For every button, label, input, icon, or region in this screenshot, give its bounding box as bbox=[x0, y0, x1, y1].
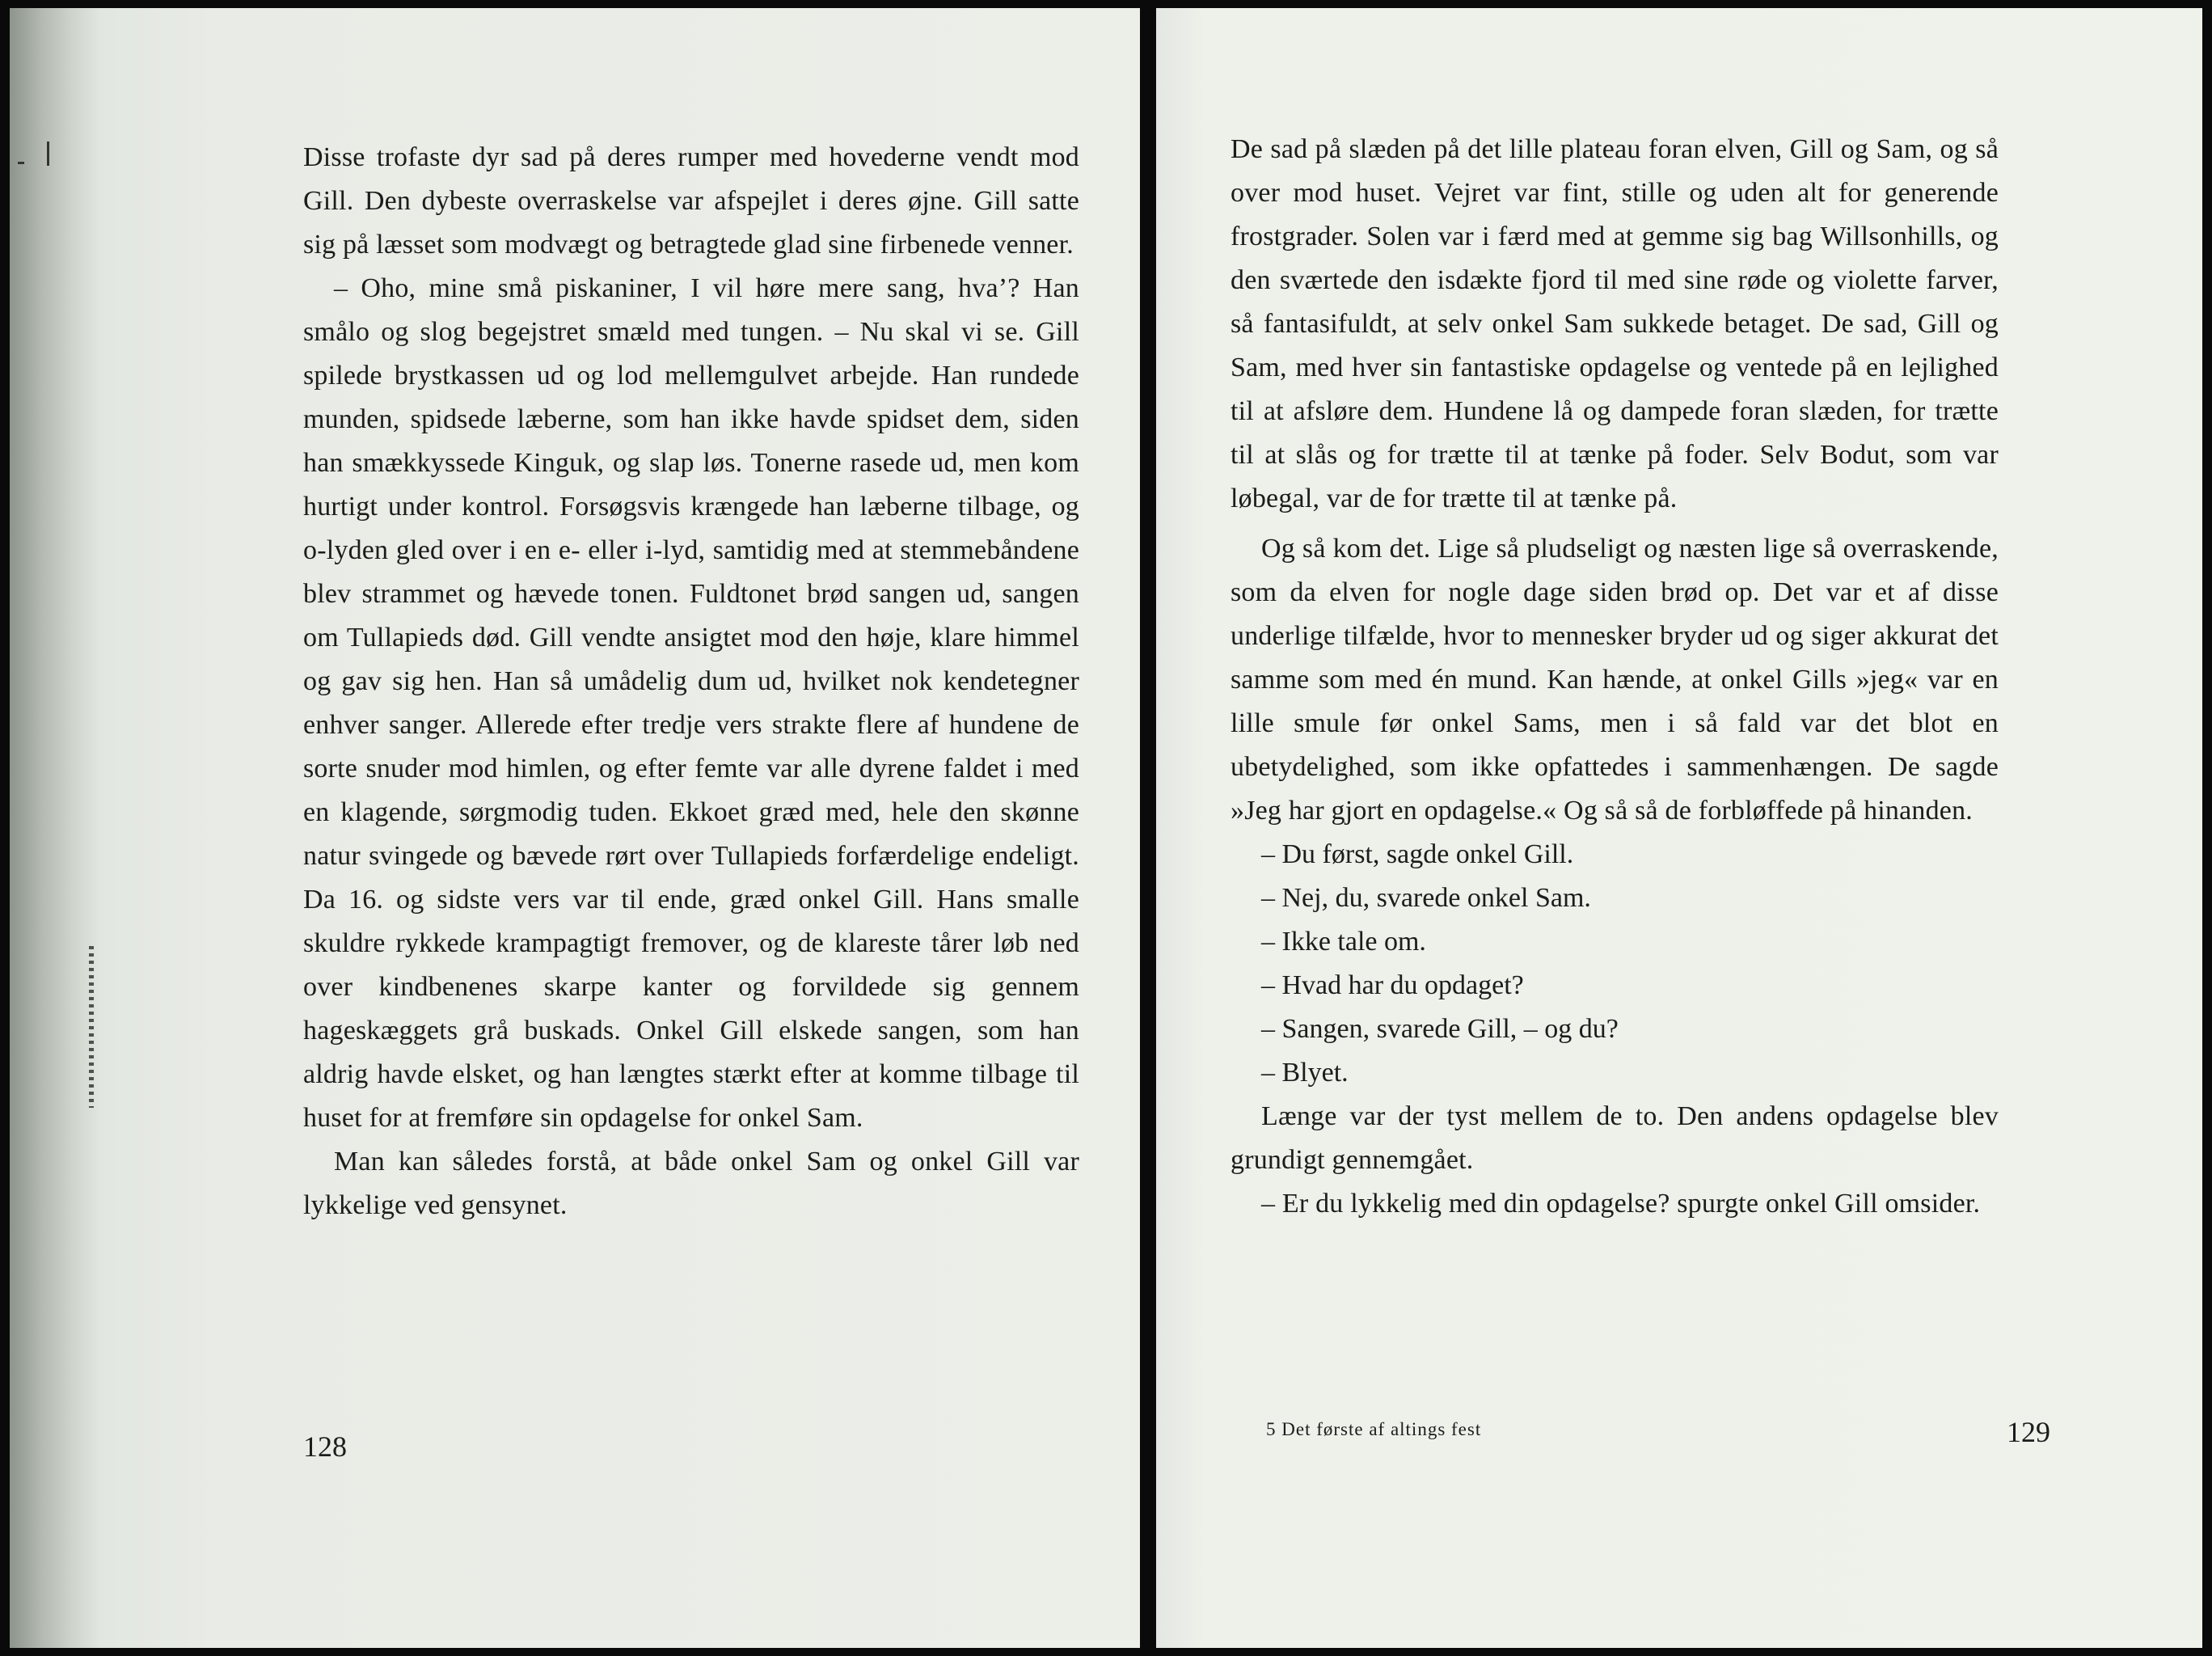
edge-mark bbox=[47, 142, 49, 166]
paragraph: Og så kom det. Lige så pludseligt og næsten lige så overraskende, som da elven for nogle dage siden brød op. Det var et af disse underlige tilfælde, hvor to mennesker bryder ud og siger akkurat det samme som med én mund. Kan hænde, at onkel Gills »jeg« var en lille smule før onkel Sams, men i så fald var det blot en ubetydelighed, som ikke opfattedes i sammenhængen. De sagde »Jeg har gjort en opdagelse.« Og så så de forbløffede på hinanden. bbox=[1231, 534, 1999, 826]
paragraph: Disse trofaste dyr sad på deres rumper med hovederne vendt mod Gill. Den dybeste overraskelse var afspejlet i deres øjne. Gill satte sig på læsset som modvægt og betragtede glad sine firbenede venner. bbox=[303, 142, 1079, 260]
paragraph: Man kan således forstå, at både onkel Sam og onkel Gill var lykkelige ved gensynet. bbox=[303, 1147, 1079, 1220]
dialogue-line: – Du først, sagde onkel Gill. bbox=[1261, 839, 1574, 869]
page-number: 128 bbox=[303, 1430, 347, 1463]
right-page bbox=[1156, 8, 2202, 1648]
edge-mark bbox=[18, 162, 24, 164]
left-page bbox=[10, 8, 1140, 1648]
dialogue-line: – Hvad har du opdaget? bbox=[1261, 970, 1524, 1000]
left-page-text bbox=[303, 136, 1079, 1227]
dialogue-line: – Sangen, svarede Gill, – og du? bbox=[1261, 1014, 1619, 1044]
paragraph: Længe var der tyst mellem de to. Den andens opdagelse blev grundigt gennemgået. bbox=[1231, 1101, 1999, 1175]
dialogue-line: – Ikke tale om. bbox=[1261, 927, 1426, 957]
paragraph: De sad på slæden på det lille plateau foran elven, Gill og Sam, og så over mod huset. Vejret var fint, stille og uden alt for generende frostgrader. Solen var i færd med at gemme sig bag Willsonhills, og den sværtede den isdækte fjord til med sine røde og violette farver, så fantasifuldt, at selv onkel Sam sukkede betaget. De sad, Gill og Sam, med hver sin fantastiske opdagelse og ventede på en lejlighed til at afsløre dem. Hundene lå og dampede foran slæden, for trætte til at slås og for trætte til at tænke på foder. Selv Bodut, som var løbegal, var de for trætte til at tænke på. bbox=[1231, 134, 1999, 513]
dialogue-line: – Blyet. bbox=[1261, 1058, 1349, 1088]
page-number: 129 bbox=[2007, 1416, 2050, 1448]
page-edge-shadow bbox=[10, 8, 99, 1648]
dialogue-line: – Nej, du, svarede onkel Sam. bbox=[1261, 883, 1591, 913]
paragraph: – Er du lykkelig med din opdagelse? spurgte onkel Gill omsider. bbox=[1261, 1189, 1981, 1219]
printer-signature: 5 Det første af altings fest bbox=[1266, 1419, 1482, 1439]
paragraph: – Oho, mine små piskaniner, I vil høre mere sang, hva’? Han smålo og slog begejstret smæld med tungen. – Nu skal vi se. Gill spilede brystkassen ud og lod mellemgulvet arbejde. Han rundede munden, spidsede læberne, som han ikke havde spidset dem, siden han smækkyssede Kinguk, og slap løs. Tonerne rasede ud, men kom hurtigt under kontrol. Forsøgsvis krængede han læberne tilbage, og o-lyden gled over i en e- eller i-lyd, samtidig med at stemmebåndene blev strammet og hævede tonen. Fuldtonet brød sangen ud, sangen om Tullapieds død. Gill vendte ansigtet mod den høje, klare himmel og gav sig hen. Han så umådelig dum ud, hvilket nok kendetegner enhver sanger. Allerede efter tredje vers strakte flere af hundene de sorte snuder mod himlen, og efter femte var alle dyrene faldet i med en klagende, sørgmodig tuden. Ekkoet græd med, hele den skønne natur svingede og bævede rørt over Tullapieds forfærdelige endeligt. Da 16. og sidste vers var til ende, græd onkel Gill. Hans smalle skuldre rykkede krampagtigt fremover, og de klareste tårer løb ned over kindbenenes skarpe kanter og forvildede sig gennem hageskæggets grå buskads. Onkel Gill elskede sangen, som han aldrig havde elsket, og han længtes stærkt efter at komme tilbage til huset for at fremføre sin opdagelse for onkel Sam. bbox=[303, 273, 1079, 1133]
binding-marks bbox=[89, 946, 94, 1108]
right-page-text bbox=[1231, 128, 1999, 1226]
